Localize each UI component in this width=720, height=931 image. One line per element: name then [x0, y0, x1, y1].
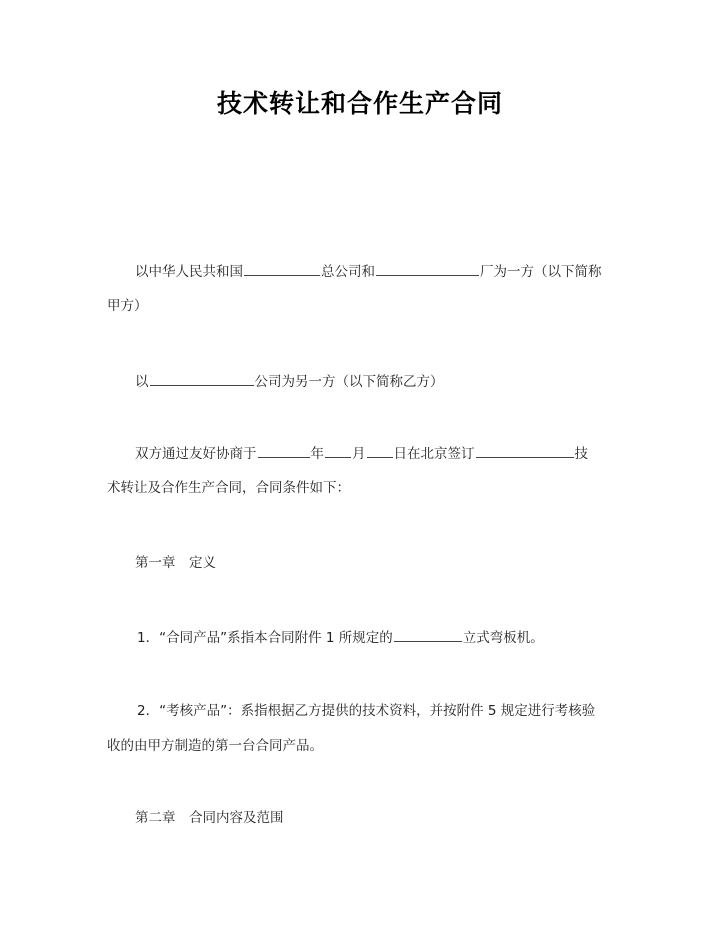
blank-field-company: [244, 261, 320, 276]
text: 技: [574, 446, 588, 462]
text: 1．“合同产品”系指本合同附件 1 所规定的: [137, 630, 393, 646]
definition-item-1: [137, 627, 544, 648]
blank-field-month: [325, 443, 351, 458]
text: 日在北京签订: [393, 446, 475, 462]
blank-field-day: [367, 443, 393, 458]
text: 双方通过友好协商于: [135, 446, 257, 462]
text: 月: [352, 446, 366, 462]
text: 公司为另一方（以下简称乙方）: [254, 374, 444, 390]
paragraph-party-b: [135, 371, 444, 392]
blank-field-factory: [376, 261, 479, 276]
definition-item-2-line1: 2．“考核产品”：系指根据乙方提供的技术资料，并按附件 5 规定进行考核验: [137, 703, 596, 719]
chapter-1-heading: 第一章 定义: [135, 555, 216, 571]
chapter-2-heading: 第二章 合同内容及范围: [135, 810, 284, 826]
blank-field-contract-name: [476, 443, 574, 458]
blank-field-year: [258, 443, 310, 458]
text: 立式弯板机。: [462, 630, 544, 646]
text: 厂为一方（以下简称: [480, 264, 602, 280]
paragraph-agreement-line1: [135, 443, 588, 464]
paragraph-parties-line2: 甲方）: [107, 298, 148, 314]
text: 以中华人民共和国: [135, 264, 243, 280]
definition-item-2-line2: 收的由甲方制造的第一台合同产品。: [107, 738, 323, 754]
paragraph-parties-line1: [135, 261, 602, 282]
text: 以: [135, 374, 149, 390]
blank-field-party-b: [150, 371, 254, 386]
paragraph-agreement-line2: 术转让及合作生产合同，合同条件如下：: [107, 480, 350, 496]
text: 年: [310, 446, 324, 462]
document-title: 技术转让和合作生产合同: [216, 89, 503, 118]
text: 总公司和: [321, 264, 375, 280]
blank-field-product: [394, 627, 462, 642]
